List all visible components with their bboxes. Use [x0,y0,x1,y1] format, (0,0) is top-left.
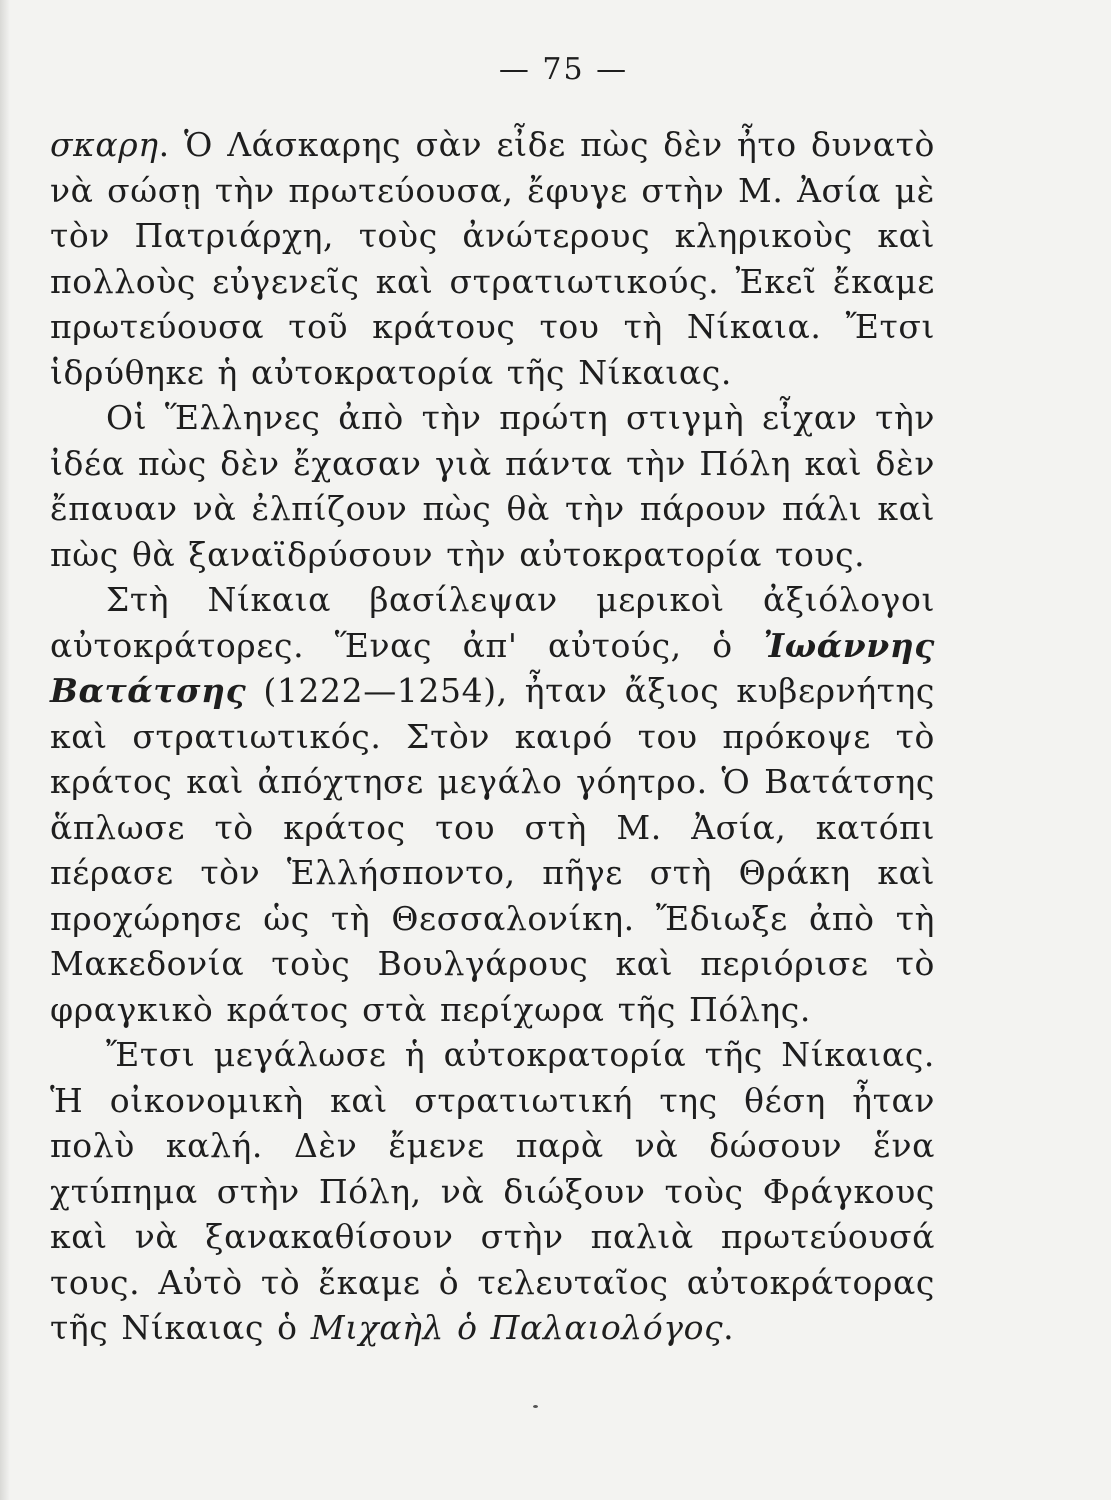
text-segment: . Ὁ Λάσκαρης σὰν εἶδε πὼς δὲν ἦτο δυνατὸ νὰ σώσῃ τὴν πρωτεύουσα, ἔφυγε στὴν Μ. Ἀσία μὲ τὸν Πατριάρχη, τοὺς ἀνώτερους κληρικοὺς καὶ πολλοὺς εὐγενεῖς καὶ στρατιωτικούς. Ἐκεῖ ἔκαμε πρωτεύουσα τοῦ κράτους του τὴ Νίκαια. Ἔτσι ἱδρύθηκε ἡ αὐτοκρατορία τῆς Νίκαιας. [50,125,935,392]
text-segment: σκαρη [50,125,159,164]
paragraph-4 [50,1032,935,1351]
ink-speck [533,1405,538,1408]
text-segment: Ἔτσι μεγάλωσε ἡ αὐτοκρατορία τῆς Νίκαιας. Ἡ οἰκονομικὴ καὶ στρατιωτική της θέση ἦταν πολὺ καλή. Δὲν ἔμενε παρὰ νὰ δώσουν ἕνα χτύπημα στὴν Πόλη, νὰ διώξουν τοὺς Φράγκους καὶ νὰ ξανακαθίσουν στὴν παλιὰ πρωτεύουσά τους. Αὐτὸ τὸ ἔκαμε ὁ τελευταῖος αὐτοκράτορας τῆς Νίκαιας ὁ [50,1035,935,1347]
emphasized-name: Μιχαὴλ ὁ Παλαιολόγος [310,1308,724,1347]
paragraph-1 [50,122,935,395]
text-segment: . [723,1308,735,1347]
paragraph-2 [50,395,935,577]
text-segment: Στὴ Νίκαια βασίλεψαν μερικοὶ ἀξιόλογοι αὐτοκράτορες. Ἕνας ἀπ' αὐτούς, ὁ [50,580,935,665]
page-edge-shadow [0,0,10,1500]
text-segment: (1222—1254), ἦταν ἄξιος κυβερνήτης καὶ στρατιωτικός. Στὸν καιρό του πρόκοψε τὸ κράτος καὶ ἀπόχτησε μεγάλο γόητρο. Ὁ Βατάτσης ἅπλωσε τὸ κράτος του στὴ Μ. Ἀσία, κατόπι πέρασε τὸν Ἑλλήσποντο, πῆγε στὴ Θράκη καὶ προχώρησε ὡς τὴ Θεσσαλονίκη. Ἔδιωξε ἀπὸ τὴ Μακεδονία τοὺς Βουλγάρους καὶ περιόρισε τὸ φραγκικὸ κράτος στὰ περίχωρα τῆς Πόλης. [50,671,935,1029]
paragraph-3 [50,577,935,1032]
page-number: — 75 — [498,52,629,87]
emphasized-name: Ἰωάννης Βατάτσης [50,625,935,710]
text-segment: Οἱ Ἕλληνες ἀπὸ τὴν πρώτη στιγμὴ εἶχαν τὴν ἰδέα πὼς δὲν ἔχασαν γιὰ πάντα τὴν Πόλη καὶ δὲν ἔπαυαν νὰ ἐλπίζουν πὼς θὰ τὴν πάρουν πάλι καὶ πὼς θὰ ξαναϊδρύσουν τὴν αὐτοκρατορία τους. [50,398,935,574]
body-text [50,122,935,1351]
